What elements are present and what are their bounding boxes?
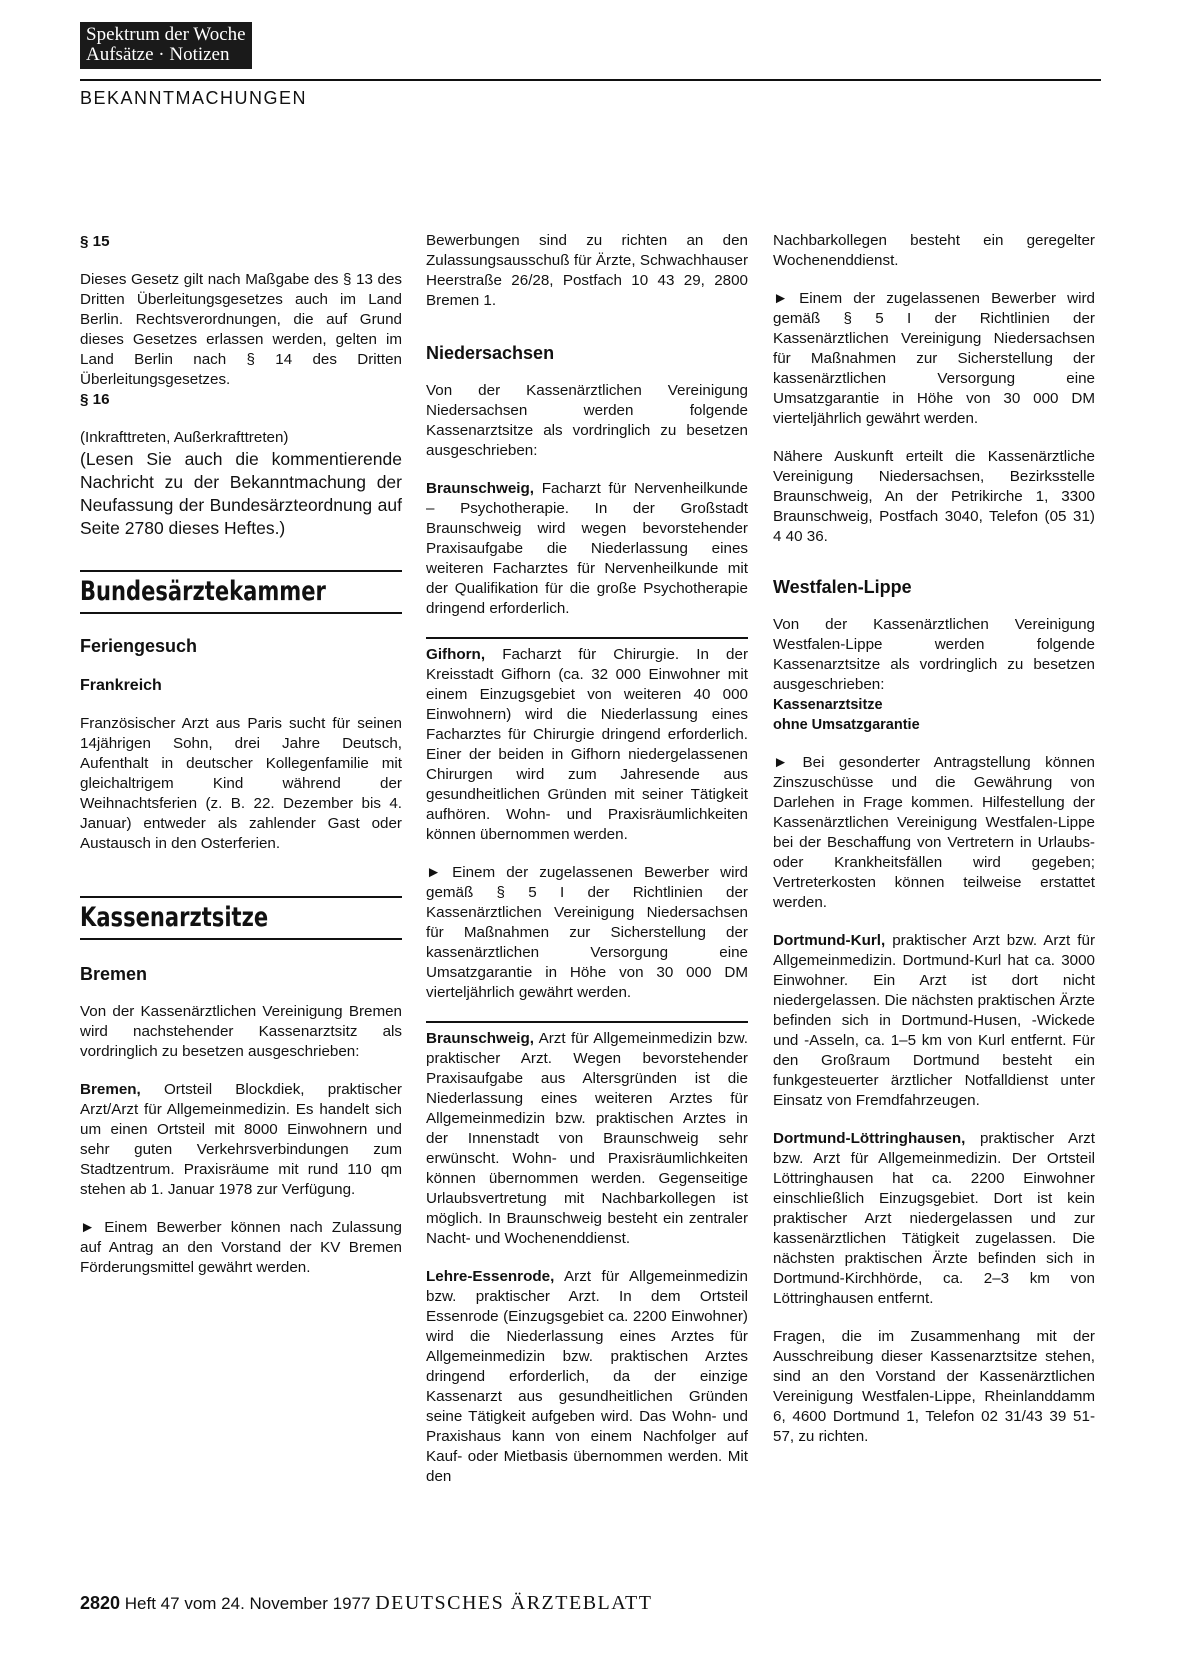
page-footer (80, 1592, 652, 1615)
paragraph-16-heading: § 16 (80, 391, 110, 408)
gifhorn-place: Gifhorn, (426, 646, 486, 663)
bremen-foerderung: ► Einem Bewerber können nach Zulassung auf Antrag an den Vorstand der KV Bremen Förderungsmittel gewährt werden. (80, 1219, 402, 1276)
reading-note: (Lesen Sie auch die kommentierende Nachricht zu der Bekanntmachung der Neufassung der Bundesärzteordnung auf Seite 2780 dieses Heftes.) (80, 449, 402, 538)
page-number: 2820 (80, 1593, 121, 1613)
journal-name: DEUTSCHES ÄRZTEBLATT (375, 1592, 653, 1614)
kassenarztsitze-title-block (80, 896, 402, 940)
bundesaerztekammer-title-block (80, 570, 402, 614)
paragraph-15-heading: § 15 (80, 233, 110, 250)
paragraph-15-text: Dieses Gesetz gilt nach Maßgabe des § 13 des Dritten Überleitungsgesetzes auch im Land Berlin. Rechtsverordnungen, die auf Grund dieses Gesetzes erlassen werden, gelten im Land Berlin nach § 14 des Dritten Überleitungsgesetzes. (80, 271, 402, 388)
braunschweig-1-text: Facharzt für Nervenheilkunde – Psychotherapie. In der Großstadt Braunschweig wird wegen bevorstehender Praxisaufgabe die Niederlassung eines weiteren Facharztes für Nervenheilkunde mit der Qualifikation für die große Psychotherapie dringend erforderlich. (426, 480, 748, 617)
auskunft-text: Nähere Auskunft erteilt die Kassenärztliche Vereinigung Niedersachsen, Bezirksstelle Braunschweig, An der Petrikirche 1, 3300 Braunschweig, Postfach 3040, Telefon (05 31) 4 40 36. (773, 448, 1095, 545)
bremen-listing (80, 1080, 402, 1200)
gifhorn-block (426, 637, 748, 845)
feriengesuch-heading: Feriengesuch (80, 636, 198, 656)
issue-info: Heft 47 vom 24. November 1977 (124, 1594, 371, 1613)
bundesaerztekammer-title: Bundesärztekammer (80, 576, 326, 607)
bremen-place: Bremen, (80, 1081, 141, 1098)
dortmund-kurl-listing (773, 931, 1095, 1111)
masthead (80, 22, 252, 69)
column-3 (773, 231, 1095, 1447)
column-2 (426, 231, 748, 1487)
ohne-umsatzgarantie-line-1: Kassenarztsitze (773, 697, 883, 713)
kurl-text: praktischer Arzt bzw. Arzt für Allgemeinmedizin. Dortmund-Kurl hat ca. 3000 Einwohner. Ein Arzt ist dort nicht niedergelassen. Die nächsten praktischen Ärzte befinden sich in Dortmund-Husen, -Wickede und -Asseln, ca. 1–5 km von Kurl entfernt. Für den Großraum Dortmund besteht ein funkgesteuerter ärztlicher Notfalldienst unter Einsatz von Fremdfahrzeugen. (773, 932, 1095, 1109)
column-1 (80, 232, 402, 1278)
frankreich-text: Französischer Arzt aus Paris sucht für seinen 14jährigen Sohn, drei Jahre Deutsch, Aufenthalt in deutscher Kollegenfamilie mit gleichaltrigem Kind während der Weihnachtsferien (z. B. 22. Dezember bis 4. Januar) entweder als zahlender Gast oder Austausch in den Osterferien. (80, 715, 402, 852)
braunschweig-2-block (426, 1021, 748, 1249)
niedersachsen-intro: Von der Kassenärztlichen Vereinigung Niedersachsen werden folgende Kassenarztsitze als vordringlich zu besetzen ausgeschrieben: (426, 382, 748, 459)
fragen-text: Fragen, die im Zusammenhang mit der Ausschreibung dieser Kassenarztsitze stehen, sind an den Vorstand der Kassenärztlichen Vereinigung Westfalen-Lippe, Rheinlanddamm 6, 4600 Dortmund 1, Telefon 02 31/43 39 51-57, zu richten. (773, 1328, 1095, 1445)
umsatzgarantie-text-2: ► Einem der zugelassenen Bewerber wird gemäß § 5 I der Richtlinien der Kassenärztlichen Vereinigung Niedersachsen für Maßnahmen zur Sicherstellung der kassenärztlichen Versorgung eine Umsatzgarantie in Höhe von 30 000 DM vierteljährlich gewährt werden. (773, 290, 1095, 427)
dortmund-loettringhausen-listing (773, 1129, 1095, 1309)
braunschweig-2-place: Braunschweig, (426, 1030, 535, 1047)
braunschweig-nerven-listing (426, 479, 748, 619)
lehre-text: Arzt für Allgemeinmedizin bzw. praktischer Arzt. In dem Ortsteil Essenrode (Einzugsgebiet ca. 2200 Einwohner) wird die Niederlassung eines Arztes für Allgemeinmedizin bzw. praktischen Arztes dringend erforderlich, da der einzige Kassenarzt aus gesundheitlichen Gründen seine Tätigkeit aufgeben wird. Das Wohn- und Praxishaus kann von einem Nachfolger auf Kauf- oder Mietbasis übernommen werden. Mit den (426, 1268, 748, 1485)
paragraph-16-text: (Inkrafttreten, Außerkrafttreten) (80, 429, 289, 446)
westfalen-lippe-heading: Westfalen-Lippe (773, 577, 912, 597)
frankreich-heading: Frankreich (80, 677, 162, 694)
bewerbungen-text: Bewerbungen sind zu richten an den Zulassungsausschuß für Ärzte, Schwachhauser Heerstraße 26/28, Postfach 10 43 29, 2800 Bremen 1. (426, 232, 748, 309)
antragstellung-text: ► Bei gesonderter Antragstellung können Zinszuschüsse und die Gewährung von Darlehen in Frage kommen. Hilfestellung der Kassenärztlichen Vereinigung Westfalen-Lippe bei der Beschaffung von Vertretern in Urlaubs- oder Krankheitsfällen wird gegeben; Vertreterkosten können teilweise erstattet werden. (773, 754, 1095, 911)
section-label: BEKANNTMACHUNGEN (80, 88, 308, 108)
kassenarztsitze-title: Kassenarztsitze (80, 902, 269, 933)
niedersachsen-heading: Niedersachsen (426, 343, 555, 363)
lehre-essenrode-listing (426, 1267, 748, 1487)
westfalen-lippe-intro: Von der Kassenärztlichen Vereinigung Westfalen-Lippe werden folgende Kassenarztsitze als vordringlich zu besetzen ausgeschrieben: (773, 616, 1095, 693)
loettringhausen-place: Dortmund-Löttringhausen, (773, 1130, 966, 1147)
umsatzgarantie-text: ► Einem der zugelassenen Bewerber wird gemäß § 5 I der Richtlinien der Kassenärztlichen Vereinigung Niedersachsen für Maßnahmen zur Sicherstellung der kassenärztlichen Versorgung eine Umsatzgarantie in Höhe von 30 000 DM vierteljährlich gewährt werden. (426, 864, 748, 1001)
bremen-intro: Von der Kassenärztlichen Vereinigung Bremen wird nachstehender Kassenarztsitz als vordringlich zu besetzen ausgeschrieben: (80, 1003, 402, 1060)
masthead-line-2: Aufsätze · Notizen (86, 44, 230, 65)
bremen-heading: Bremen (80, 964, 148, 984)
gifhorn-text: Facharzt für Chirurgie. In der Kreisstadt Gifhorn (ca. 32 000 Einwohner mit einem Einzugsgebiet von weiteren 40 000 Einwohnern) wird die Niederlassung eines Facharztes für Chirurgie dringend erforderlich. Einer der beiden in Gifhorn niedergelassenen Chirurgen wird zum Jahresende aus gesundheitlichen Gründen mit seiner Tätigkeit aufhören. Wohn- und Praxisräumlichkeiten können übernommen werden. (426, 646, 748, 843)
ohne-umsatzgarantie-line-2: ohne Umsatzgarantie (773, 717, 920, 733)
gifhorn-listing (426, 645, 748, 845)
braunschweig-2-text: Arzt für Allgemeinmedizin bzw. praktischer Arzt. Wegen bevorstehender Praxisaufgabe aus Altersgründen ist die Niederlassung eines weiteren Arztes für Allgemeinmedizin bzw. praktischen Arztes in der Innenstadt von Braunschweig sehr erwünscht. Wohn- und Praxisräumlichkeiten können übernommen werden. Gegenseitige Urlaubsvertretung mit Nachbarkollegen ist möglich. In Braunschweig besteht ein zentraler Nacht- und Wochenenddienst. (426, 1030, 748, 1247)
braunschweig-1-place: Braunschweig, (426, 480, 535, 497)
continuation-text: Nachbarkollegen besteht ein geregelter Wochenenddienst. (773, 232, 1095, 269)
braunschweig-allgemein-listing (426, 1029, 748, 1249)
kurl-place: Dortmund-Kurl, (773, 932, 886, 949)
lehre-place: Lehre-Essenrode, (426, 1268, 555, 1285)
top-rule (80, 79, 1101, 81)
ohne-umsatzgarantie-heading (773, 695, 1095, 735)
bremen-listing-text: Ortsteil Blockdiek, praktischer Arzt/Arzt für Allgemeinmedizin. Es handelt sich um einen Ortsteil mit 8000 Einwohnern und sehr guten Verkehrsverbindungen zum Stadtzentrum. Praxisräume mit rund 110 qm stehen ab 1. Januar 1978 zur Verfügung. (80, 1081, 402, 1198)
masthead-line-1: Spektrum der Woche (86, 24, 246, 45)
loettringhausen-text: praktischer Arzt bzw. Arzt für Allgemeinmedizin. Der Ortsteil Löttringhausen hat ca. 2200 Einwohner einschließlich Einzugsgebiet. Dort ist kein praktischer Arzt niedergelassen und zur kassenärztlichen Tätigkeit zugelassen. Die nächsten praktischen Ärzte befinden sich in Dortmund-Kirchhörde, ca. 2–3 km von Löttringhausen entfernt. (773, 1130, 1095, 1307)
